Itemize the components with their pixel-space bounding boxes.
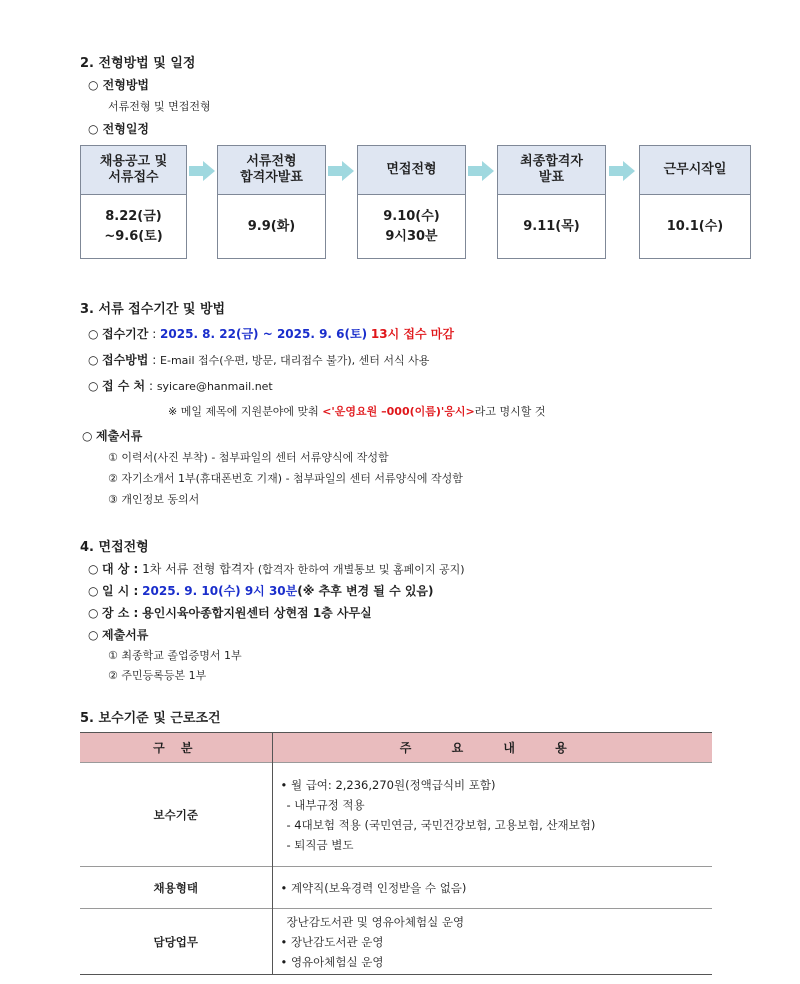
table-row bbox=[80, 763, 712, 867]
interview-target-line: ○ 대 상 : 1차 서류 전형 합격자 (합격자 한하여 개별통보 및 홈페이지 공지) bbox=[88, 562, 465, 576]
email-link[interactable]: syicare@hanmail.net bbox=[156, 380, 273, 393]
step-5-date: 10.1(수) bbox=[639, 195, 751, 259]
doc-item: ① 최종학교 졸업증명서 1부 bbox=[108, 649, 242, 662]
table-row bbox=[80, 867, 712, 909]
method-text: 서류전형 및 면접전형 bbox=[108, 100, 211, 113]
doc-item: ② 주민등록등본 1부 bbox=[108, 669, 207, 682]
section4-title: 4. 면접전형 bbox=[80, 540, 149, 555]
arrow-right-icon bbox=[609, 161, 635, 181]
step-5-title: 근무시작일 bbox=[639, 145, 751, 195]
row-content: 장난감도서관 및 영유아체험실 운영 • 장난감도서관 운영 • 영유아체험실 운영 bbox=[272, 909, 712, 975]
step-1-title: 채용공고 및 서류접수 bbox=[80, 145, 187, 195]
step-2-date: 9.9(화) bbox=[217, 195, 326, 259]
step-2-title: 서류전형 합격자발표 bbox=[217, 145, 326, 195]
step-3-title: 면접전형 bbox=[357, 145, 466, 195]
section2-title: 2. 전형방법 및 일정 bbox=[80, 56, 196, 71]
doc-item: ③ 개인정보 동의서 bbox=[108, 493, 200, 506]
row-category: 채용형태 bbox=[80, 867, 272, 909]
header-category: 구 분 bbox=[80, 733, 272, 763]
row-content: • 계약직(보육경력 인정받을 수 없음) bbox=[272, 867, 712, 909]
method-heading: ○ 전형방법 bbox=[88, 78, 150, 92]
arrow-right-icon bbox=[328, 161, 354, 181]
row-category: 보수기준 bbox=[80, 763, 272, 867]
docs-heading: ○ 제출서류 bbox=[82, 429, 143, 443]
header-content: 주 요 내 용 bbox=[272, 733, 712, 763]
step-3-date: 9.10(수) 9시30분 bbox=[357, 195, 466, 259]
place-line: ○ 접 수 처 : syicare@hanmail.net bbox=[88, 379, 273, 393]
pay-conditions-table bbox=[80, 732, 712, 975]
arrow-right-icon bbox=[189, 161, 215, 181]
doc-item: ② 자기소개서 1부(휴대폰번호 기재) - 첨부파일의 센터 서류양식에 작성함 bbox=[108, 472, 463, 485]
schedule-heading: ○ 전형일정 bbox=[88, 122, 150, 136]
interview-date-line: ○ 일 시 : 2025. 9. 10(수) 9시 30분(※ 추후 변경 될 수 있음) bbox=[88, 584, 434, 598]
step-4-date: 9.11(목) bbox=[497, 195, 606, 259]
table-header-row bbox=[80, 733, 712, 763]
interview-docs-heading: ○ 제출서류 bbox=[88, 628, 149, 642]
table-row bbox=[80, 909, 712, 975]
section5-title: 5. 보수기준 및 근로조건 bbox=[80, 711, 221, 726]
period-line: ○ 접수기간 : 2025. 8. 22(금) ~ 2025. 9. 6(토) 13시 접수 마감 bbox=[88, 327, 454, 341]
row-category: 담당업무 bbox=[80, 909, 272, 975]
step-1-date: 8.22(금) ~9.6(토) bbox=[80, 195, 187, 259]
method-line: ○ 접수방법 : E-mail 접수(우편, 방문, 대리접수 불가), 센터 서식 사용 bbox=[88, 353, 430, 367]
doc-item: ① 이력서(사진 부착) - 첨부파일의 센터 서류양식에 작성함 bbox=[108, 451, 389, 464]
section3-title: 3. 서류 접수기간 및 방법 bbox=[80, 302, 226, 317]
interview-place-line: ○ 장 소 : 용인시육아종합지원센터 상현점 1층 사무실 bbox=[88, 606, 372, 620]
mail-subject-note: ※ 메일 제목에 지원분야에 맞춰 <'운영요원 –000(이름)'응시>라고 명시할 것 bbox=[168, 405, 546, 418]
step-4-title: 최종합격자 발표 bbox=[497, 145, 606, 195]
arrow-right-icon bbox=[468, 161, 494, 181]
row-content: • 월 급여: 2,236,270원(정액급식비 포함) - 내부규정 적용 - 4대보험 적용 (국민연금, 국민건강보험, 고용보험, 산재보험) - 퇴직금 별도 bbox=[272, 763, 712, 867]
